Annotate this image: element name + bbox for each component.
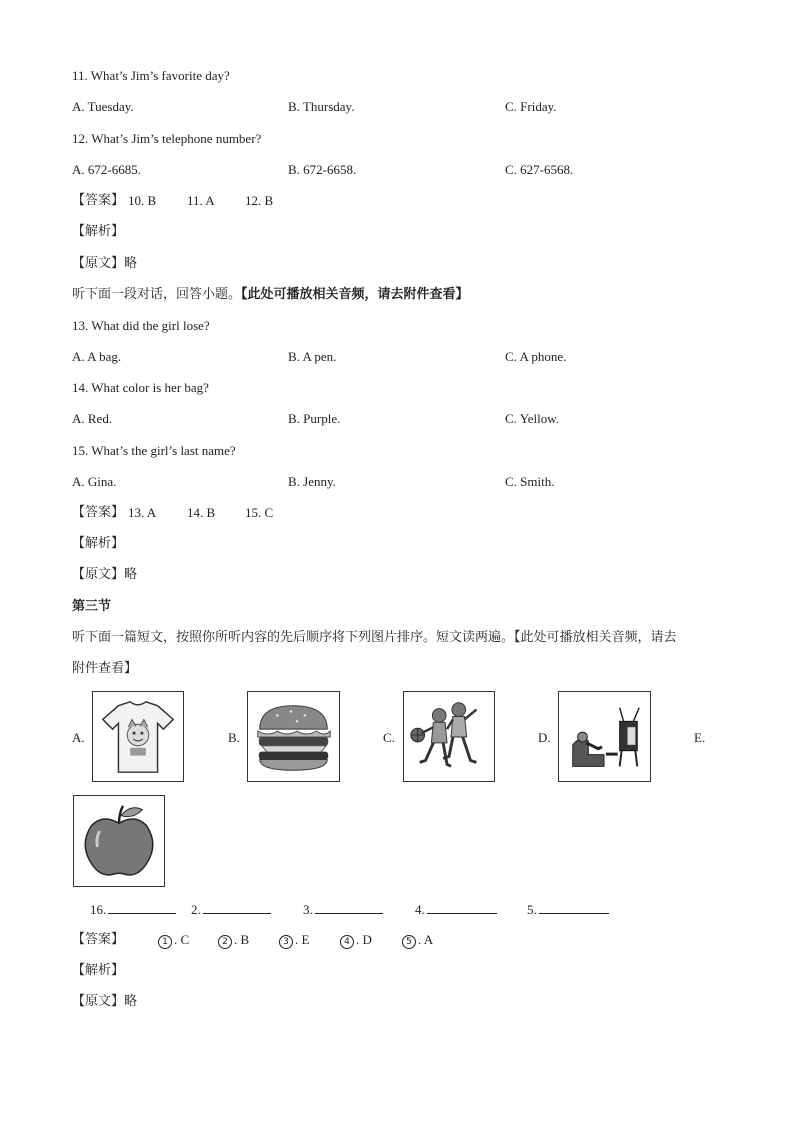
answer-tag: 【答案】 [72,932,125,947]
option-12a: A. 672-6685. [72,162,141,177]
answer-item: 11. A [187,193,215,208]
blank-5[interactable] [527,901,609,918]
circled-number: 5 [402,935,416,949]
circled-number: 4 [340,935,354,949]
original-text: 【原文】略 [72,256,138,271]
blank-line [108,901,176,914]
blank-16[interactable] [90,901,176,918]
picture-label-d: D. [538,730,551,745]
answer-item: 12. B [245,193,274,208]
option-15c: C. Smith. [505,474,555,489]
option-11a: A. Tuesday. [72,99,134,114]
dialog-instruction [72,287,469,303]
dialog-intro: 听下面一段对话，回答小题。 [72,287,242,302]
answer-value: . B [234,932,250,947]
option-12b: B. 672-6658. [288,162,357,177]
answer-item [402,932,433,949]
analysis-tag: 【解析】 [72,224,125,239]
answer-value: . E [295,932,310,947]
answer-value: . C [174,932,190,947]
answer-item [340,932,372,949]
option-11c: C. Friday. [505,99,557,114]
audio-note: 【此处可播放相关音频，请去附件查看】 [241,287,469,302]
basketball-players-icon [403,691,495,782]
question-13: 13. What did the girl lose? [72,318,210,333]
option-14a: A. Red. [72,411,113,426]
answer-item [158,932,189,949]
blank-label: 3. [303,902,313,917]
answer-item: 10. B [128,193,157,208]
question-15: 15. What’s the girl’s last name? [72,443,236,458]
blank-label: 16. [90,902,107,917]
answer-item: 14. B [187,505,216,520]
apple-icon [73,795,165,887]
answer-tag: 【答案】 [72,193,125,208]
question-12: 12. What’s Jim’s telephone number? [72,131,262,146]
option-13b: B. A pen. [288,349,337,364]
blank-line [427,901,497,914]
section-instruction-line1: 听下面一篇短文，按照你所听内容的先后顺序将下列图片排序。短文读两遍。【此处可播放相关音频，请去 [72,630,677,645]
section-title: 第三节 [72,599,112,614]
section-instruction-line2: 附件查看】 [72,661,138,676]
answer-tag: 【答案】 [72,505,125,520]
picture-label-b: B. [228,730,240,745]
option-15a: A. Gina. [72,474,117,489]
answer-value: . D [356,932,372,947]
blank-4[interactable] [415,901,497,918]
answer-item: 13. A [128,505,157,520]
answer-item [218,932,249,949]
option-12c: C. 627-6568. [505,162,574,177]
analysis-tag: 【解析】 [72,536,125,551]
blank-label: 4. [415,902,425,917]
picture-label-c: C. [383,730,395,745]
answer-item [279,932,309,949]
option-11b: B. Thursday. [288,99,355,114]
blank-2[interactable] [191,901,271,918]
circled-number: 2 [218,935,232,949]
blank-line [203,901,271,914]
question-14: 14. What color is her bag? [72,380,209,395]
option-14c: C. Yellow. [505,411,560,426]
answer-item: 15. C [245,505,274,520]
original-text: 【原文】略 [72,567,138,582]
option-15b: B. Jenny. [288,474,336,489]
hamburger-icon [247,691,340,782]
blank-3[interactable] [303,901,383,918]
picture-label-a: A. [72,730,85,745]
blank-line [539,901,609,914]
t-shirt-icon [92,691,184,782]
picture-label-e: E. [694,730,706,745]
watching-tv-icon [558,691,651,782]
option-14b: B. Purple. [288,411,341,426]
blank-label: 5. [527,902,537,917]
blank-line [315,901,383,914]
original-text: 【原文】略 [72,994,138,1009]
circled-number: 1 [158,935,172,949]
circled-number: 3 [279,935,293,949]
option-13c: C. A phone. [505,349,567,364]
answer-value: . A [418,932,434,947]
analysis-tag: 【解析】 [72,963,125,978]
question-11: 11. What’s Jim’s favorite day? [72,68,230,83]
option-13a: A. A bag. [72,349,122,364]
blank-label: 2. [191,902,201,917]
